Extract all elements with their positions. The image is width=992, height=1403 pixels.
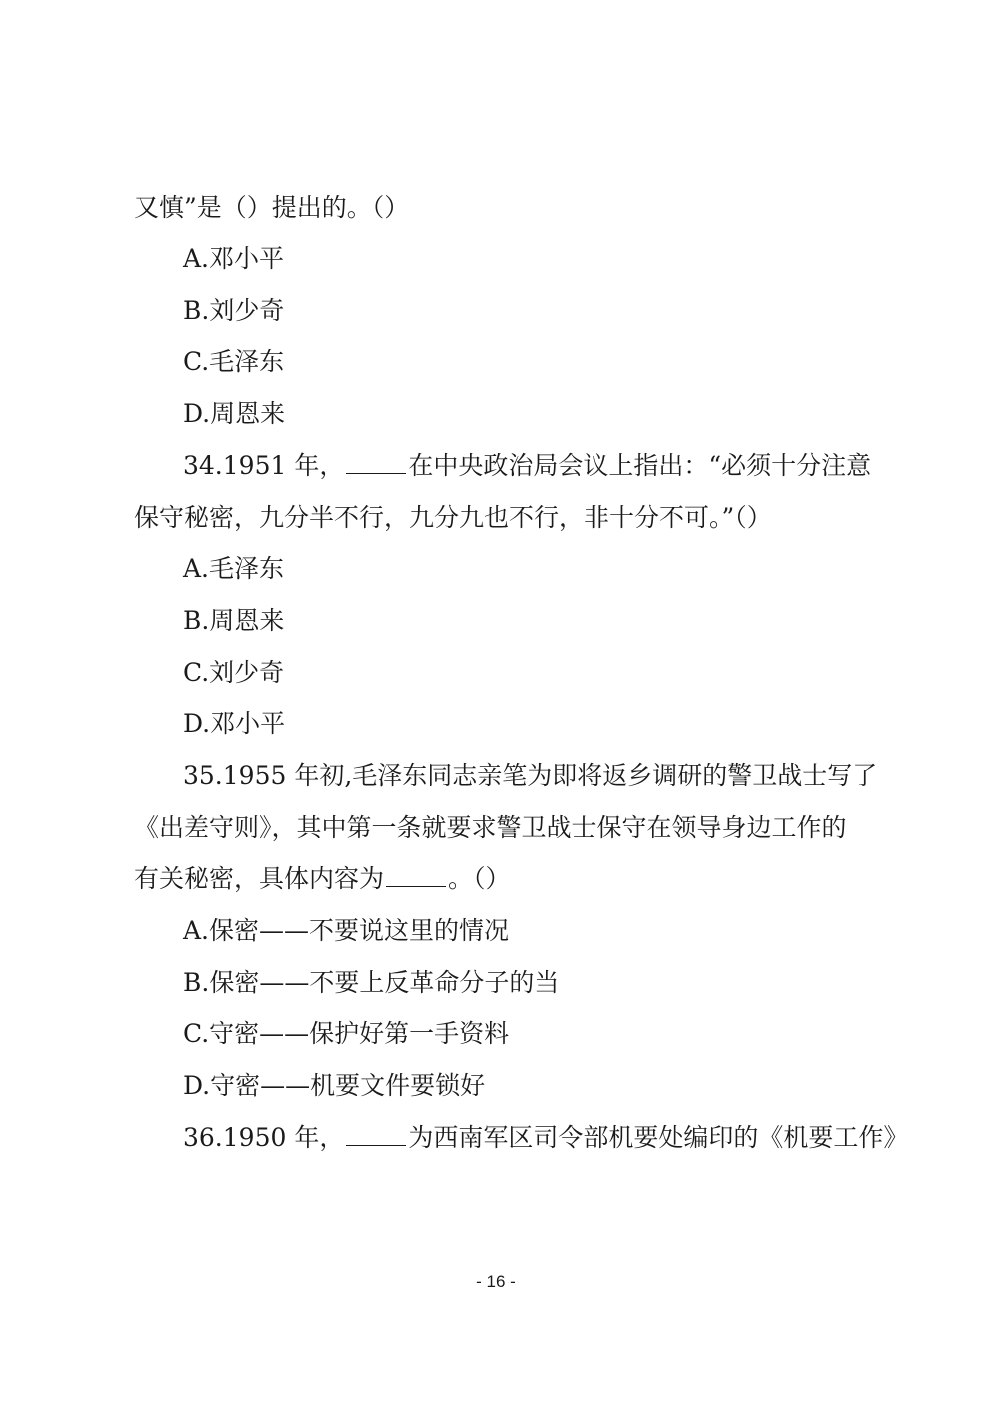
q34-option-c: C.刘少奇 bbox=[183, 658, 285, 687]
q35-line-1: 35.1955 年初,毛泽东同志亲笔为即将返乡调研的警卫战士写了 bbox=[183, 761, 878, 790]
q34-option-a: A.毛泽东 bbox=[183, 554, 285, 583]
q34-option-d: D.邓小平 bbox=[183, 709, 286, 738]
q34-line-1 bbox=[183, 450, 923, 482]
q33-option-d: D.周恩来 bbox=[183, 399, 286, 428]
q36-prefix: 36.1950 年， bbox=[183, 1123, 345, 1152]
q33-option-a: A.邓小平 bbox=[183, 244, 285, 273]
q33-option-b: B.刘少奇 bbox=[183, 296, 285, 325]
q35-option-d: D.守密——机要文件要锁好 bbox=[183, 1071, 486, 1100]
page-number: - 16 - bbox=[476, 1272, 516, 1291]
q35-line-3 bbox=[134, 863, 874, 895]
q34-prefix: 34.1951 年， bbox=[183, 451, 345, 480]
q35-option-a: A.保密——不要说这里的情况 bbox=[183, 916, 510, 945]
q35-blank bbox=[386, 864, 446, 887]
q34-option-b: B.周恩来 bbox=[183, 606, 285, 635]
q35-option-c: C.守密——保护好第一手资料 bbox=[183, 1019, 510, 1048]
q35-line-3-suffix: 。（） bbox=[448, 864, 511, 893]
q34-after-blank: 在中央政治局会议上指出：“必须十分注意 bbox=[408, 451, 872, 480]
q34-line-2: 保守秘密，九分半不行，九分九也不行，非十分不可。”（） bbox=[134, 503, 772, 532]
q33-continuation: 又慎”是（）提出的。（） bbox=[134, 193, 410, 222]
q35-line-3-prefix: 有关秘密，具体内容为 bbox=[134, 864, 385, 893]
q36-blank bbox=[346, 1123, 406, 1146]
q35-line-2: 《出差守则》，其中第一条就要求警卫战士保守在领导身边工作的 bbox=[134, 813, 847, 842]
q33-option-c: C.毛泽东 bbox=[183, 347, 285, 376]
q36-line-1 bbox=[183, 1122, 923, 1154]
q36-after-blank: 为西南军区司令部机要处编印的《机要工作》 bbox=[408, 1123, 909, 1152]
q34-blank bbox=[346, 451, 406, 474]
q35-option-b: B.保密——不要上反革命分子的当 bbox=[183, 968, 560, 997]
